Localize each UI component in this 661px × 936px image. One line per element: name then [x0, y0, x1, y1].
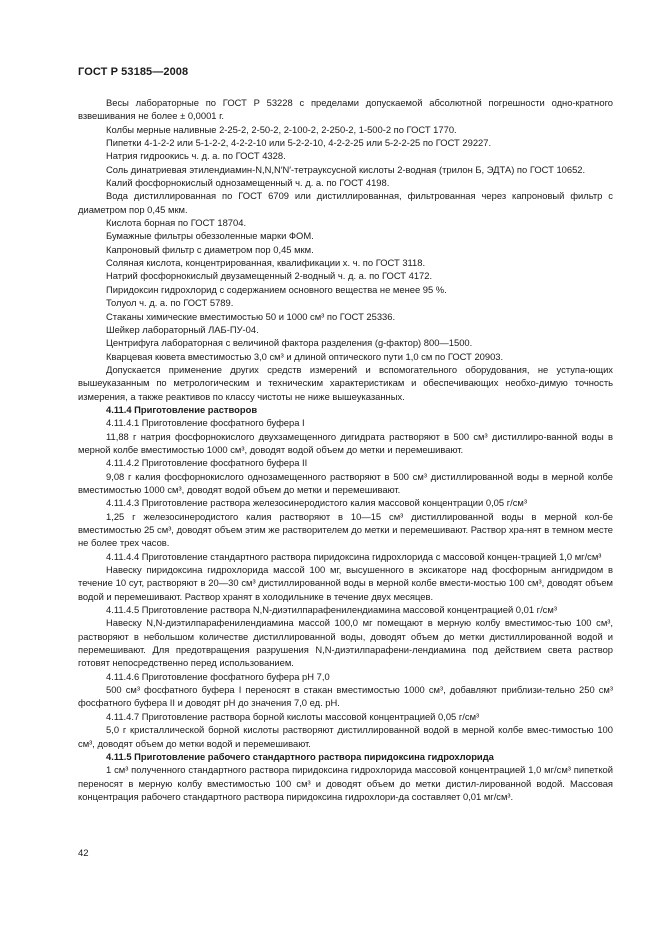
paragraph: Шейкер лабораторный ЛАБ-ПУ-04. — [106, 323, 259, 335]
document-body — [78, 96, 613, 803]
paragraph: Кварцевая кювета вместимостью 3,0 см³ и длиной оптического пути 1,0 см по ГОСТ 20903. — [106, 350, 504, 362]
subsection-heading: 4.11.4.7 Приготовление раствора борной кислоты массовой концентрацией 0,05 г/см³ — [106, 710, 480, 722]
paragraph: Соль динатриевая этилендиамин-N,N,N′N′-тетрауксусной кислоты 2-водная (трилон Б, ЭДТА) по ГОСТ 10652. — [106, 163, 586, 175]
subsection-heading: 4.11.4.6 Приготовление фосфатного буфера рН 7,0 — [106, 670, 330, 682]
paragraph: Весы лабораторные по ГОСТ Р 53228 с пределами допускаемой абсолютной погрешности одно-кратного взвешивания не более ± 0,0001 г. — [78, 97, 613, 122]
paragraph: Натрий фосфорнокислый двузамещенный 2-водный ч. д. а. по ГОСТ 4172. — [106, 270, 433, 282]
subsection-heading: 4.11.4.5 Приготовление раствора N,N-диэтилпарафенилендиамина массовой концентрацией 0,01 г/см³ — [106, 604, 557, 616]
section-heading: 4.11.4 Приготовление растворов — [106, 403, 258, 415]
paragraph: Колбы мерные наливные 2-25-2, 2-50-2, 2-100-2, 2-250-2, 1-500-2 по ГОСТ 1770. — [106, 123, 457, 135]
paragraph: Бумажные фильтры обеззоленные марки ФОМ. — [106, 230, 314, 242]
subsection-heading: 4.11.4.1 Приготовление фосфатного буфера I — [106, 417, 305, 429]
paragraph: Навеску пиридоксина гидрохлорида массой 100 мг, высушенного в эксикаторе над фосфорным ангидридом в течение 10 сут, растворяют в 20—30 см³ дистиллированной воды в мерной колбе вмести-мостью 100 см³, доводят объем водой и перемешивают. Раствор хранят в холодильнике в течение двух месяцев. — [78, 564, 613, 602]
document-header: ГОСТ Р 53185—2008 — [78, 66, 189, 78]
page-number: 42 — [78, 848, 89, 859]
paragraph: Стаканы химические вместимостью 50 и 1000 см³ по ГОСТ 25336. — [106, 310, 396, 322]
subsection-heading: 4.11.4.4 Приготовление стандартного раствора пиридоксина гидрохлорида с массовой концен-трацией 1,0 мг/см³ — [106, 550, 602, 562]
paragraph: Пипетки 4-1-2-2 или 5-1-2-2, 4-2-2-10 или 5-2-2-10, 4-2-2-25 или 5-2-2-25 по ГОСТ 29227. — [106, 137, 492, 149]
paragraph: Центрифуга лабораторная с величиной фактора разделения (g-фактор) 800—1500. — [106, 337, 473, 349]
paragraph: Вода дистиллированная по ГОСТ 6709 или дистиллированная, фильтрованная через капроновый фильтр с диаметром пор 0,45 мкм. — [78, 190, 613, 215]
paragraph: 1 см³ полученного стандартного раствора пиридоксина гидрохлорида массовой концентрацией 1,0 мг/см³ пипеткой переносят в мерную колбу вместимостью 100 см³ и доводят объем до метки дистил-лированной водой. Массовая концентрация рабочего стандартного раствора пиридоксина гидрохлори-да составляет 0,01 мг/см³. — [78, 764, 613, 802]
subsection-heading: 4.11.4.2 Приготовление фосфатного буфера II — [106, 457, 308, 469]
paragraph: Навеску N,N-диэтилпарафенилендиамина массой 100,0 мг помещают в мерную колбу вместимос-тью 100 см³, растворяют в небольшом количестве дистиллированной воды, доводят объем до метки дистиллированной водой и перемешивают. Для предотвращения разрушения N,N-диэтилпарафени-лендиамина под действием света раствор готовят непосредственно перед использованием. — [78, 617, 613, 669]
paragraph: 500 см³ фосфатного буфера I переносят в стакан вместимостью 1000 см³, добавляют приблизи-тельно 250 см³ фосфатного буфера II и доводят рН до значения 7,0 ед. рН. — [78, 684, 613, 709]
paragraph: Кислота борная по ГОСТ 18704. — [106, 217, 247, 229]
paragraph: Калий фосфорнокислый однозамещенный ч. д. а. по ГОСТ 4198. — [106, 177, 390, 189]
subsection-heading: 4.11.4.3 Приготовление раствора железосинеродистого калия массовой концентрации 0,05 г/см³ — [106, 497, 527, 509]
paragraph: Пиридоксин гидрохлорид с содержанием основного вещества не менее 95 %. — [106, 283, 447, 295]
paragraph: 5,0 г кристаллической борной кислоты растворяют дистиллированной водой в мерной колбе вмес-тимостью 100 см³, доводят объем до метки водой и перемешивают. — [78, 724, 613, 749]
paragraph: Допускается применение других средств измерений и вспомогательного оборудования, не уступа-ющих вышеуказанным по метрологическим и техническим характеристикам и обеспечивающих необхо-димую точность измерения, а также реактивов по классу чистоты не ниже вышеуказанных. — [78, 363, 613, 402]
paragraph: Толуол ч. д. а. по ГОСТ 5789. — [106, 297, 234, 309]
paragraph: 11,88 г натрия фосфорнокислого двухзамещенного дигидрата растворяют в 500 см³ дистиллиро-ванной воды в мерной колбе вместимостью 1000 см³, доводят водой объем до метки и перемешивают. — [78, 430, 613, 455]
paragraph: Соляная кислота, концентрированная, квалификации х. ч. по ГОСТ 3118. — [106, 257, 426, 269]
paragraph: Натрия гидроокись ч. д. а. по ГОСТ 4328. — [106, 150, 286, 162]
paragraph: 1,25 г железосинеродистого калия растворяют в 10—15 см³ дистиллированной воды в мерной кол-бе вместимостью 25 см³, доводят объем этим же растворителем до метки и перемешивают. Раствор хра-нят в темном месте не более трех часов. — [78, 510, 613, 549]
section-heading: 4.11.5 Приготовление рабочего стандартного раствора пиридоксина гидрохлорида — [106, 750, 494, 762]
paragraph: 9,08 г калия фосфорнокислого однозамещенного растворяют в 500 см³ дистиллированной воды в мерной колбе вместимостью 1000 см³, доводят водой объем до метки и перемешивают. — [78, 470, 613, 495]
paragraph: Капроновый фильтр с диаметром пор 0,45 мкм. — [106, 243, 314, 255]
